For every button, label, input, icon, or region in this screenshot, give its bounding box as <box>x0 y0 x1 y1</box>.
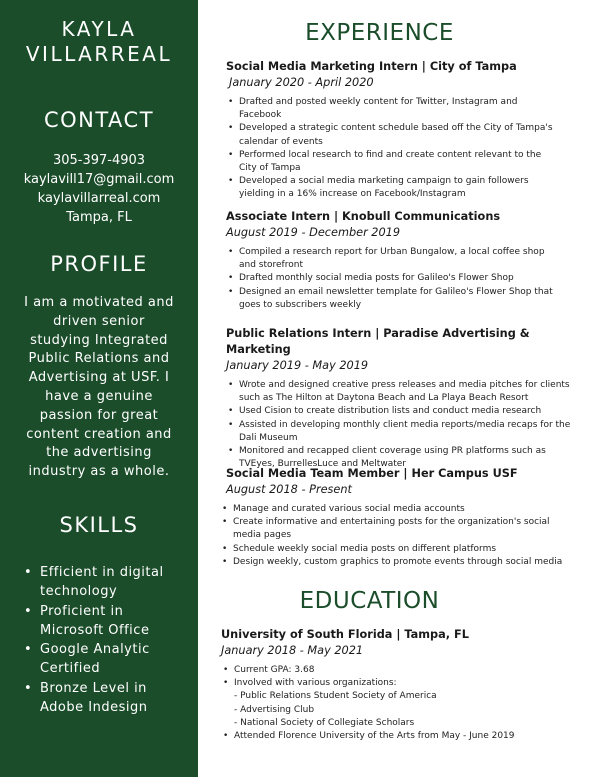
list-item: • Current GPA: 3.68 <box>223 665 315 675</box>
bullet-icon: • <box>24 642 33 657</box>
list-item: • Wrote and designed creative press releases and media pitches for clients such as The Hilton at Daytona Beach and La Playa Beach Resort <box>228 380 570 404</box>
job-title: Public Relations Intern | Paradise Advertising & Marketing <box>226 327 530 356</box>
list-item: • Assisted in developing monthly client media reports/media recaps for the Dali Museum <box>228 419 571 443</box>
profile-text: I am a motivated and driven senior studying Integrated Public Relations and Advertising at USF. I have a genuine passion for great content creation and the advertising industry as a whole. <box>24 295 174 480</box>
email-address[interactable]: kaylavill17@gmail.com <box>23 172 175 187</box>
org-item: - Advertising Club <box>234 704 315 715</box>
list-item: • Designed an email newsletter template for Galileo's Flower Shop that goes to subscribers weekly <box>228 286 553 310</box>
job-entry <box>222 466 571 569</box>
job-bullets <box>220 503 571 569</box>
list-item: • Create informative and entertaining posts for the organization's social media pages <box>222 517 550 541</box>
list-item: • Schedule weekly social media posts on different platforms <box>222 543 497 554</box>
main-content <box>198 0 600 777</box>
candidate-name: KAYLA VILLARREAL <box>25 17 173 66</box>
list-item: • Developed a strategic content schedule based off the City of Tampa's calendar of events <box>228 123 553 147</box>
location: Tampa, FL <box>66 210 132 225</box>
list-item: • Compiled a research report for Urban Bungalow, a local coffee shop and storefront <box>228 247 545 271</box>
experience-heading: EXPERIENCE <box>305 20 454 46</box>
skill-item: • Google Analytic Certified <box>24 642 150 676</box>
list-item: • Attended Florence University of the Arts from May - June 2019 <box>223 731 515 742</box>
job-entry <box>226 59 561 202</box>
job-title: Social Media Team Member | Her Campus USF <box>226 467 518 480</box>
org-item: - Public Relations Student Society of America <box>234 691 437 702</box>
list-item: • Performed local research to find and create content relevant to the City of Tampa <box>228 149 542 174</box>
job-title: Associate Intern | Knobull Communications <box>226 210 501 223</box>
job-title: Social Media Marketing Intern | City of Tampa <box>226 60 517 73</box>
job-bullets <box>226 96 561 202</box>
job-date: August 2018 - Present <box>226 483 352 496</box>
job-date: January 2019 - May 2019 <box>226 359 369 372</box>
job-entry <box>226 209 561 312</box>
education-entry <box>221 627 566 743</box>
bullet-icon: • <box>24 603 33 619</box>
education-bullets <box>221 664 566 690</box>
skills-list <box>22 563 182 717</box>
bullet-icon: • <box>24 565 33 580</box>
list-item: • Drafted monthly social media posts for Galileo's Flower Shop <box>228 273 514 284</box>
job-entry <box>226 326 571 471</box>
list-item: • Developed a social media marketing campaign to gain followers yielding in a 16% increase on Facebook/Instagram <box>228 176 529 200</box>
skill-item: • Proficient in Microsoft Office <box>24 603 150 638</box>
org-item: - National Society of Collegiate Scholars <box>234 717 415 728</box>
website-link[interactable]: kaylavillarreal.com <box>37 191 161 206</box>
sidebar <box>0 0 198 777</box>
job-bullets <box>226 246 561 312</box>
list-item: • Involved with various organizations: <box>223 678 397 689</box>
skill-item: • Bronze Level in Adobe Indesign <box>24 680 148 715</box>
list-item: • Manage and curated various social media accounts <box>222 504 465 514</box>
job-date: August 2019 - December 2019 <box>226 226 401 239</box>
phone-number[interactable]: 305-397-4903 <box>52 153 146 168</box>
education-heading: EDUCATION <box>299 588 440 614</box>
education-date: January 2018 - May 2021 <box>221 644 364 657</box>
list-item: • Used Cision to create distribution lists and conduct media research <box>228 406 542 417</box>
list-item: • Drafted and posted weekly content for Twitter, Instagram and Facebook <box>228 97 518 121</box>
list-item: • Design weekly, custom graphics to promote events through social media <box>222 556 563 567</box>
contact-heading: CONTACT <box>43 108 155 132</box>
list-item: • Monitored and recapped client coverage using PR platforms such as TVEyes, BurrellesLuce and Meltwater <box>228 446 546 470</box>
job-date: January 2020 - April 2020 <box>229 76 374 89</box>
bullet-icon: • <box>24 680 33 696</box>
profile-heading: PROFILE <box>50 252 148 276</box>
skills-heading: SKILLS <box>59 513 139 537</box>
job-bullets <box>226 379 571 471</box>
skill-item: • Efficient in digital technology <box>24 565 164 599</box>
education-bullets <box>221 730 566 743</box>
school-name: University of South Florida | Tampa, FL <box>221 628 469 641</box>
